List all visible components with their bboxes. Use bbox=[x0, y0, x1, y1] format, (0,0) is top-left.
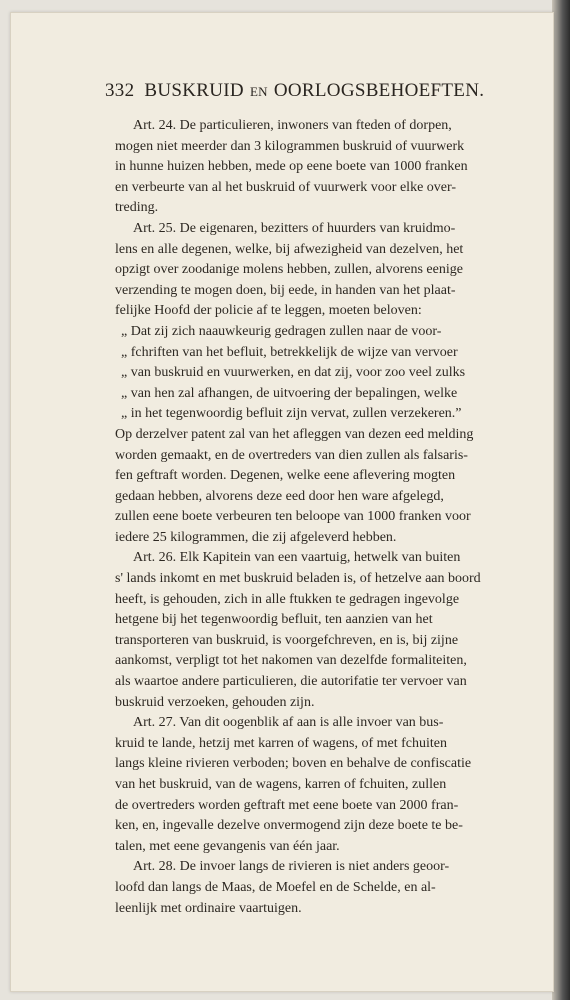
text-line: worden gemaakt, en de overtreders van dien zullen als falsaris- bbox=[115, 447, 468, 463]
text-line: talen, met eene gevangenis van één jaar. bbox=[115, 838, 340, 854]
header-title-connector: EN bbox=[249, 84, 268, 99]
text-line: aankomst, verpligt tot het nakomen van dezelfde formaliteiten, bbox=[115, 653, 467, 669]
text-line: van het buskruid, van de wagens, karren of fchuiten, zullen bbox=[115, 777, 447, 792]
header-title-part2: OORLOGSBEHOEFTEN. bbox=[273, 80, 485, 101]
text-line: langs kleine rivieren verboden; boven en behalve de confiscatie bbox=[115, 756, 472, 772]
text-line: verzending te mogen doen, bij eede, in handen van het plaat- bbox=[115, 282, 456, 298]
text-line: iedere 25 kilogrammen, die zij afgeleverd hebben. bbox=[115, 529, 397, 545]
text-line: in hunne huizen hebben, mede op eene boete van 1000 franken bbox=[115, 159, 468, 175]
text-line: opzigt over zoodanige molens hebben, zullen, alvorens eenige bbox=[115, 262, 463, 278]
text-line: Art. 27. Van dit oogenblik af aan is alle invoer van bus- bbox=[133, 715, 444, 731]
text-line: ken, en, ingevalle dezelve onvermogend zijn deze boete te be- bbox=[115, 818, 463, 834]
text-line: gedaan hebben, alvorens deze eed door hen ware afgelegd, bbox=[115, 488, 444, 504]
article-24 bbox=[115, 116, 485, 219]
article-27 bbox=[115, 713, 485, 857]
text-line: leenlijk met ordinaire vaartuigen. bbox=[115, 900, 302, 916]
text-line: als waartoe andere particulieren, die autorifatie ter vervoer van bbox=[115, 674, 467, 690]
book-spine-shadow bbox=[552, 0, 570, 1000]
text-line: treding. bbox=[115, 200, 159, 216]
text-line: „ in het tegenwoordig befluit zijn vervat, zullen verzekeren.” bbox=[121, 406, 462, 422]
text-line: „ van buskruid en vuurwerken, en dat zij, voor zoo veel zulks bbox=[121, 365, 466, 381]
text-line: Art. 26. Elk Kapitein van een vaartuig, hetwelk van buiten bbox=[133, 550, 461, 566]
text-line: de overtreders worden geftraft met eene boete van 2000 fran- bbox=[115, 797, 459, 813]
text-line: „ Dat zij zich naauwkeurig gedragen zullen naar de voor- bbox=[121, 323, 442, 339]
text-line: s' lands inkomt en met buskruid beladen is, of hetzelve aan boord bbox=[115, 571, 481, 587]
running-header bbox=[105, 80, 485, 102]
text-line: heeft, is gehouden, zich in alle ftukken te gedragen ingevolge bbox=[115, 591, 460, 607]
body-text bbox=[115, 116, 485, 919]
text-line: buskruid verzoeken, gehouden zijn. bbox=[115, 694, 315, 710]
text-line: Art. 24. De particulieren, inwoners van fteden of dorpen, bbox=[133, 118, 452, 133]
text-line: en verbeurte van al het buskruid of vuurwerk voor elke over- bbox=[115, 179, 457, 195]
header-title-part1: BUSKRUID bbox=[144, 80, 244, 101]
text-line: „ fchriften van het befluit, betrekkelijk de wijze van vervoer bbox=[121, 344, 458, 360]
text-line: transporteren van buskruid, is voorgefchreven, en is, bij zijne bbox=[115, 632, 459, 648]
text-line: zullen eene boete verbeuren ten beloope van 1000 franken voor bbox=[115, 509, 471, 525]
text-line: mogen niet meerder dan 3 kilogrammen buskruid of vuurwerk bbox=[115, 138, 465, 154]
text-line: lens en alle degenen, welke, bij afwezigheid van dezelven, het bbox=[115, 241, 464, 257]
article-25 bbox=[115, 219, 485, 549]
article-28 bbox=[115, 857, 485, 919]
text-line: Op derzelver patent zal van het afleggen van dezen eed melding bbox=[115, 426, 474, 442]
text-line: Art. 28. De invoer langs de rivieren is niet anders geoor- bbox=[133, 859, 450, 875]
text-line: fen geftraft worden. Degenen, welke eene aflevering mogten bbox=[115, 468, 456, 484]
text-line: felijke Hoofd der policie af te leggen, moeten beloven: bbox=[115, 303, 422, 319]
article-26 bbox=[115, 548, 485, 713]
text-line: „ van hen zal afhangen, de uitvoering der bepalingen, welke bbox=[121, 385, 458, 401]
text-line: hetgene bij het tegenwoordig befluit, ten aanzien van het bbox=[115, 612, 433, 628]
text-line: loofd dan langs de Maas, de Moefel en de Schelde, en al- bbox=[115, 879, 436, 895]
text-line: kruid te lande, hetzij met karren of wagens, of met fchuiten bbox=[115, 735, 447, 751]
text-line: Art. 25. De eigenaren, bezitters of huurders van kruidmo- bbox=[133, 220, 456, 236]
page-number: 332 bbox=[105, 80, 135, 101]
